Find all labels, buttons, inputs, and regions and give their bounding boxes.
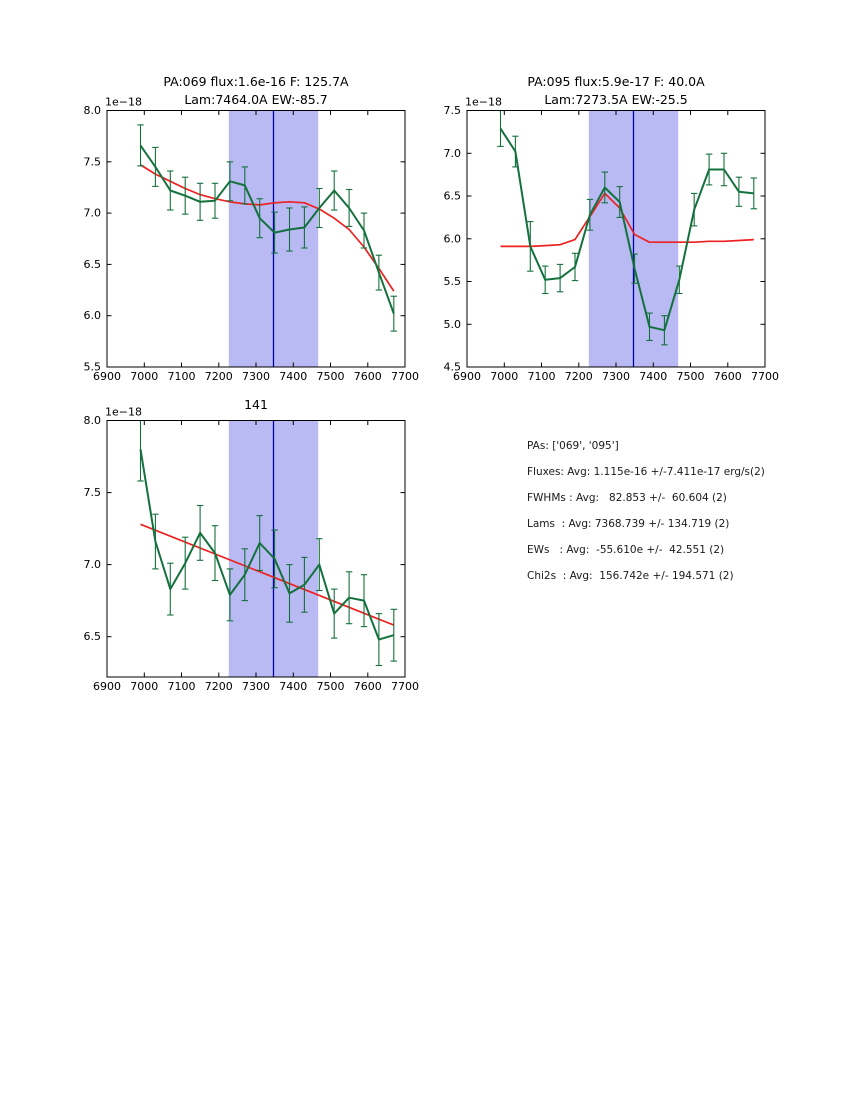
plot-combined-141 xyxy=(60,368,430,708)
plot-pa069 xyxy=(60,60,430,395)
y-offset-label: 1e−18 xyxy=(105,95,142,109)
x-tick-label: 7500 xyxy=(316,370,345,383)
x-tick-label: 7000 xyxy=(490,370,519,383)
y-tick-label: 7.5 xyxy=(83,155,101,169)
stats-line-ews: EWs : Avg: -55.610e +/- 42.551 (2) xyxy=(527,544,725,556)
y-tick-label: 6.5 xyxy=(443,189,461,203)
y-tick-label: 5.5 xyxy=(443,275,461,288)
plot-title: Lam:7273.5A EW:-25.5 xyxy=(544,92,688,107)
stats-line-fluxes: Fluxes: Avg: 1.115e-16 +/-7.411e-17 erg/s(2) xyxy=(527,466,765,478)
x-tick-label: 7600 xyxy=(713,370,742,383)
y-tick-label: 6.5 xyxy=(83,630,101,644)
x-tick-label: 6900 xyxy=(93,370,121,383)
plot-title: PA:069 flux:1.6e-16 F: 125.7A xyxy=(163,74,349,89)
plot-pa095 xyxy=(420,60,790,395)
x-tick-label: 7100 xyxy=(167,370,196,383)
x-tick-label: 7300 xyxy=(602,370,630,383)
y-tick-label: 7.0 xyxy=(443,146,461,160)
x-tick-label: 7600 xyxy=(353,370,382,383)
y-tick-label: 6.0 xyxy=(443,232,461,246)
y-tick-label: 7.5 xyxy=(83,486,101,500)
y-tick-label: 7.0 xyxy=(83,558,101,572)
y-tick-label: 7.5 xyxy=(443,104,461,117)
x-tick-label: 7200 xyxy=(204,680,233,693)
x-tick-label: 6900 xyxy=(453,370,481,383)
x-tick-label: 7400 xyxy=(639,370,668,383)
x-tick-label: 7500 xyxy=(316,680,345,693)
x-tick-label: 7400 xyxy=(279,370,308,383)
y-tick-label: 8.0 xyxy=(83,414,101,427)
spectrum-pa069-svg xyxy=(60,60,430,395)
x-tick-label: 7000 xyxy=(130,370,159,383)
y-tick-label: 5.5 xyxy=(83,360,101,374)
stats-line-lams: Lams : Avg: 7368.739 +/- 134.719 (2) xyxy=(527,518,730,530)
y-tick-label: 6.5 xyxy=(83,257,101,271)
y-tick-label: 6.0 xyxy=(83,309,101,323)
x-tick-label: 6900 xyxy=(93,680,121,693)
x-tick-label: 7000 xyxy=(130,680,159,693)
x-tick-label: 7600 xyxy=(353,680,382,693)
x-tick-label: 7100 xyxy=(167,680,196,693)
y-offset-label: 1e−18 xyxy=(105,405,142,419)
y-tick-label: 5.0 xyxy=(443,317,461,331)
x-tick-label: 7300 xyxy=(242,370,270,383)
x-tick-label: 7200 xyxy=(564,370,593,383)
stats-line-fwhms: FWHMs : Avg: 82.853 +/- 60.604 (2) xyxy=(527,492,727,504)
plot-title: PA:095 flux:5.9e-17 F: 40.0A xyxy=(527,74,705,89)
y-offset-label: 1e−18 xyxy=(465,95,502,109)
spectrum-combined-141-svg xyxy=(60,368,430,708)
x-tick-label: 7500 xyxy=(676,370,705,383)
x-tick-label: 7200 xyxy=(204,370,233,383)
plot-title: Lam:7464.0A EW:-85.7 xyxy=(184,92,328,107)
stats-panel xyxy=(527,433,765,589)
x-tick-label: 7300 xyxy=(242,680,270,693)
x-tick-label: 7700 xyxy=(751,370,779,383)
plot-title: 141 xyxy=(244,397,268,412)
spectrum-pa095-svg xyxy=(420,60,790,395)
y-tick-label: 8.0 xyxy=(83,104,101,117)
y-tick-label: 4.5 xyxy=(443,360,461,374)
x-tick-label: 7700 xyxy=(391,680,419,693)
stats-line-chi2s: Chi2s : Avg: 156.742e +/- 194.571 (2) xyxy=(527,570,734,582)
x-tick-label: 7700 xyxy=(391,370,419,383)
x-tick-label: 7400 xyxy=(279,680,308,693)
y-tick-label: 7.0 xyxy=(83,206,101,220)
stats-line-pas: PAs: ['069', '095'] xyxy=(527,440,619,452)
x-tick-label: 7100 xyxy=(527,370,556,383)
